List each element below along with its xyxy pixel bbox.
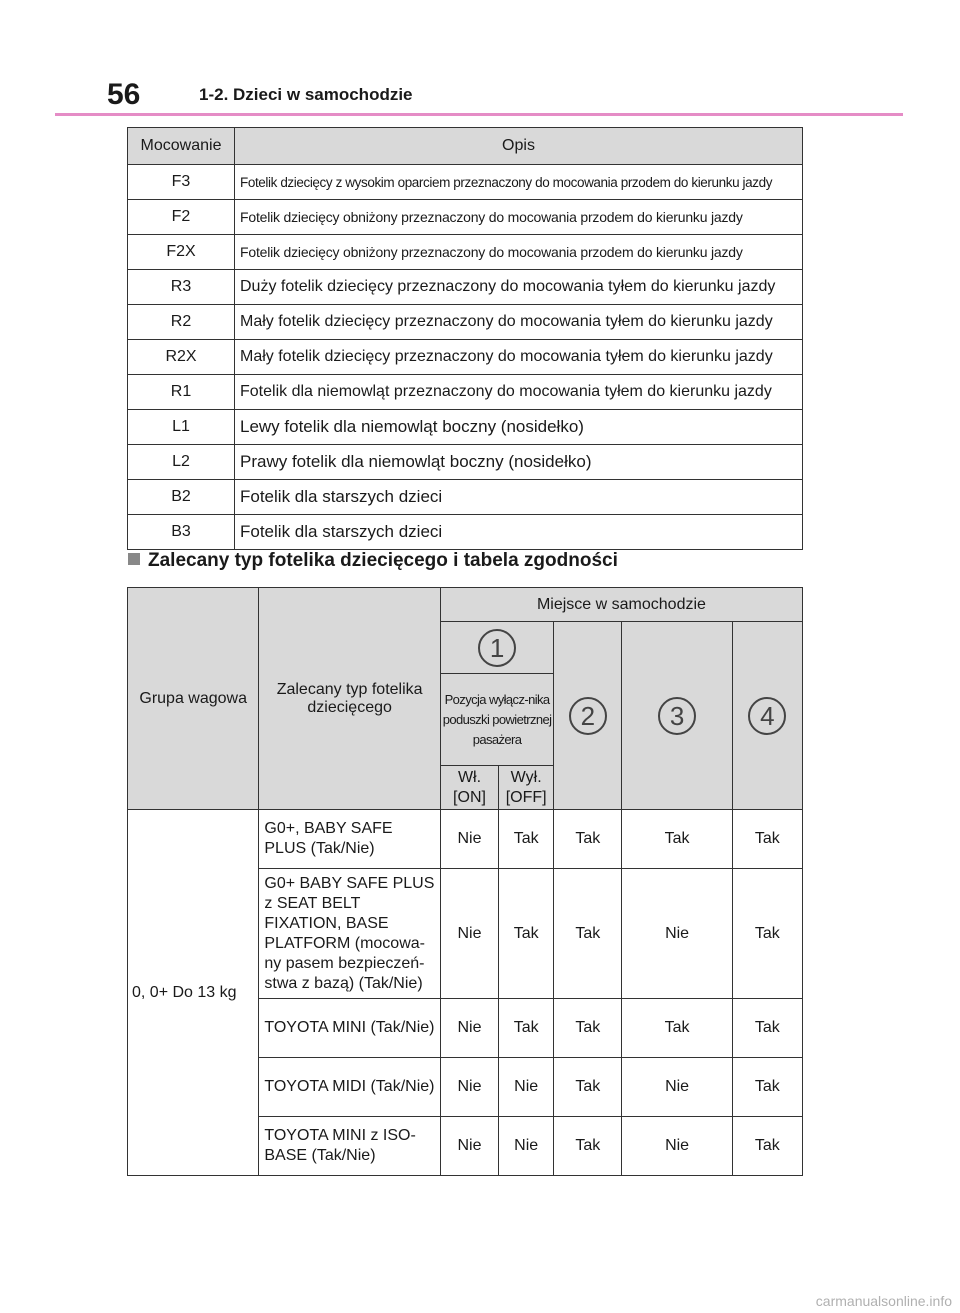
mounting-code: L2	[128, 445, 235, 480]
section-title: 1-2. Dzieci w samochodzie	[199, 85, 413, 104]
value-cell: Tak	[622, 999, 732, 1058]
value-cell: Tak	[622, 810, 732, 869]
mounting-code: R2	[128, 305, 235, 340]
value-cell: Tak	[499, 999, 554, 1058]
value-cell: Nie	[622, 1058, 732, 1117]
table-row	[128, 270, 803, 305]
mounting-code: B3	[128, 515, 235, 550]
table-row	[128, 340, 803, 375]
mounting-code: R1	[128, 375, 235, 410]
value-cell: Tak	[732, 999, 802, 1058]
column-header-vehicle-position: Miejsce w samochodzie	[440, 588, 802, 622]
value-cell: Tak	[554, 1058, 622, 1117]
airbag-off-label: Wył. [OFF]	[499, 766, 554, 810]
mounting-description: Fotelik dziecięcy obniżony przeznaczony do mocowania przodem do kierunku jazdy	[235, 200, 803, 235]
table-header-row	[128, 128, 803, 165]
value-cell: Tak	[732, 810, 802, 869]
table-row	[128, 445, 803, 480]
value-cell: Tak	[554, 810, 622, 869]
airbag-on-label: Wł. [ON]	[440, 766, 498, 810]
seat-position-4	[732, 622, 802, 810]
mounting-code: B2	[128, 480, 235, 515]
value-cell: Nie	[622, 869, 732, 999]
value-cell: Nie	[440, 869, 498, 999]
subheading-text: Zalecany typ fotelika dziecięcego i tabela zgodności	[148, 550, 618, 571]
column-header-description: Opis	[235, 128, 803, 165]
value-cell: Nie	[622, 1117, 732, 1176]
value-cell: Nie	[440, 810, 498, 869]
value-cell: Tak	[732, 1117, 802, 1176]
table-row	[128, 165, 803, 200]
header-divider	[55, 113, 903, 116]
table-row	[128, 480, 803, 515]
value-cell: Nie	[499, 1058, 554, 1117]
square-bullet-icon	[128, 553, 140, 565]
table-row	[128, 375, 803, 410]
weight-group-cell: 0, 0+ Do 13 kg	[128, 810, 259, 1176]
mounting-description: Duży fotelik dziecięcy przeznaczony do mocowania tyłem do kierunku jazdy	[235, 270, 803, 305]
mounting-code: R3	[128, 270, 235, 305]
value-cell: Tak	[732, 1058, 802, 1117]
value-cell: Tak	[732, 869, 802, 999]
seat-type-cell: G0+, BABY SAFE PLUS (Tak/Nie)	[259, 810, 441, 869]
mounting-description: Prawy fotelik dla niemowląt boczny (nosidełko)	[235, 445, 803, 480]
mounting-code: R2X	[128, 340, 235, 375]
mounting-description: Fotelik dziecięcy z wysokim oparciem przeznaczony do mocowania przodem do kierunku jazdy	[235, 165, 803, 200]
mounting-description: Lewy fotelik dla niemowląt boczny (nosidełko)	[235, 410, 803, 445]
mounting-description: Fotelik dla niemowląt przeznaczony do mocowania tyłem do kierunku jazdy	[235, 375, 803, 410]
value-cell: Nie	[499, 1117, 554, 1176]
mounting-code: F2	[128, 200, 235, 235]
seat-number-1-icon: 1	[478, 629, 516, 667]
seat-number-3-icon: 3	[658, 697, 696, 735]
table-row	[128, 810, 803, 869]
mounting-code: F2X	[128, 235, 235, 270]
table-row	[128, 410, 803, 445]
value-cell: Tak	[554, 869, 622, 999]
mounting-code: F3	[128, 165, 235, 200]
mounting-code: L1	[128, 410, 235, 445]
mounting-description: Mały fotelik dziecięcy przeznaczony do mocowania tyłem do kierunku jazdy	[235, 340, 803, 375]
mounting-description: Fotelik dla starszych dzieci	[235, 515, 803, 550]
seat-number-4-icon: 4	[748, 697, 786, 735]
mounting-description: Fotelik dziecięcy obniżony przeznaczony do mocowania przodem do kierunku jazdy	[235, 235, 803, 270]
table-row	[128, 235, 803, 270]
column-header-recommended-seat: Zalecany typ fotelika dziecięcego	[259, 588, 441, 810]
seat-type-cell: TOYOTA MINI z ISO-BASE (Tak/Nie)	[259, 1117, 441, 1176]
value-cell: Tak	[554, 1117, 622, 1176]
value-cell: Tak	[499, 869, 554, 999]
seat-type-cell: G0+ BABY SAFE PLUS z SEAT BELT FIXATION, BASE PLATFORM (mocowa-ny pasem bezpieczeń-stwa z bazą) (Tak/Nie)	[259, 869, 441, 999]
mounting-description: Mały fotelik dziecięcy przeznaczony do mocowania tyłem do kierunku jazdy	[235, 305, 803, 340]
value-cell: Tak	[499, 810, 554, 869]
seat-position-2	[554, 622, 622, 810]
value-cell: Nie	[440, 1058, 498, 1117]
watermark: carmanualsonline.info	[815, 1293, 952, 1309]
value-cell: Nie	[440, 999, 498, 1058]
column-header-weight-group: Grupa wagowa	[128, 588, 259, 810]
seat-type-cell: TOYOTA MINI (Tak/Nie)	[259, 999, 441, 1058]
airbag-switch-position-label: Pozycja wyłącz-nika poduszki powietrznej pasażera	[440, 674, 553, 766]
section-subheading	[128, 549, 618, 573]
seat-position-1	[440, 622, 553, 674]
seat-position-3	[622, 622, 732, 810]
mounting-description: Fotelik dla starszych dzieci	[235, 480, 803, 515]
isofix-class-table	[127, 127, 803, 550]
seat-type-cell: TOYOTA MIDI (Tak/Nie)	[259, 1058, 441, 1117]
seat-number-2-icon: 2	[569, 697, 607, 735]
table-row	[128, 305, 803, 340]
table-row	[128, 200, 803, 235]
table-header-row	[128, 588, 803, 622]
table-row	[128, 515, 803, 550]
column-header-mounting: Mocowanie	[128, 128, 235, 165]
value-cell: Nie	[440, 1117, 498, 1176]
compatibility-table	[127, 587, 803, 1176]
value-cell: Tak	[554, 999, 622, 1058]
page-number: 56	[107, 78, 141, 111]
page-header	[107, 78, 907, 118]
